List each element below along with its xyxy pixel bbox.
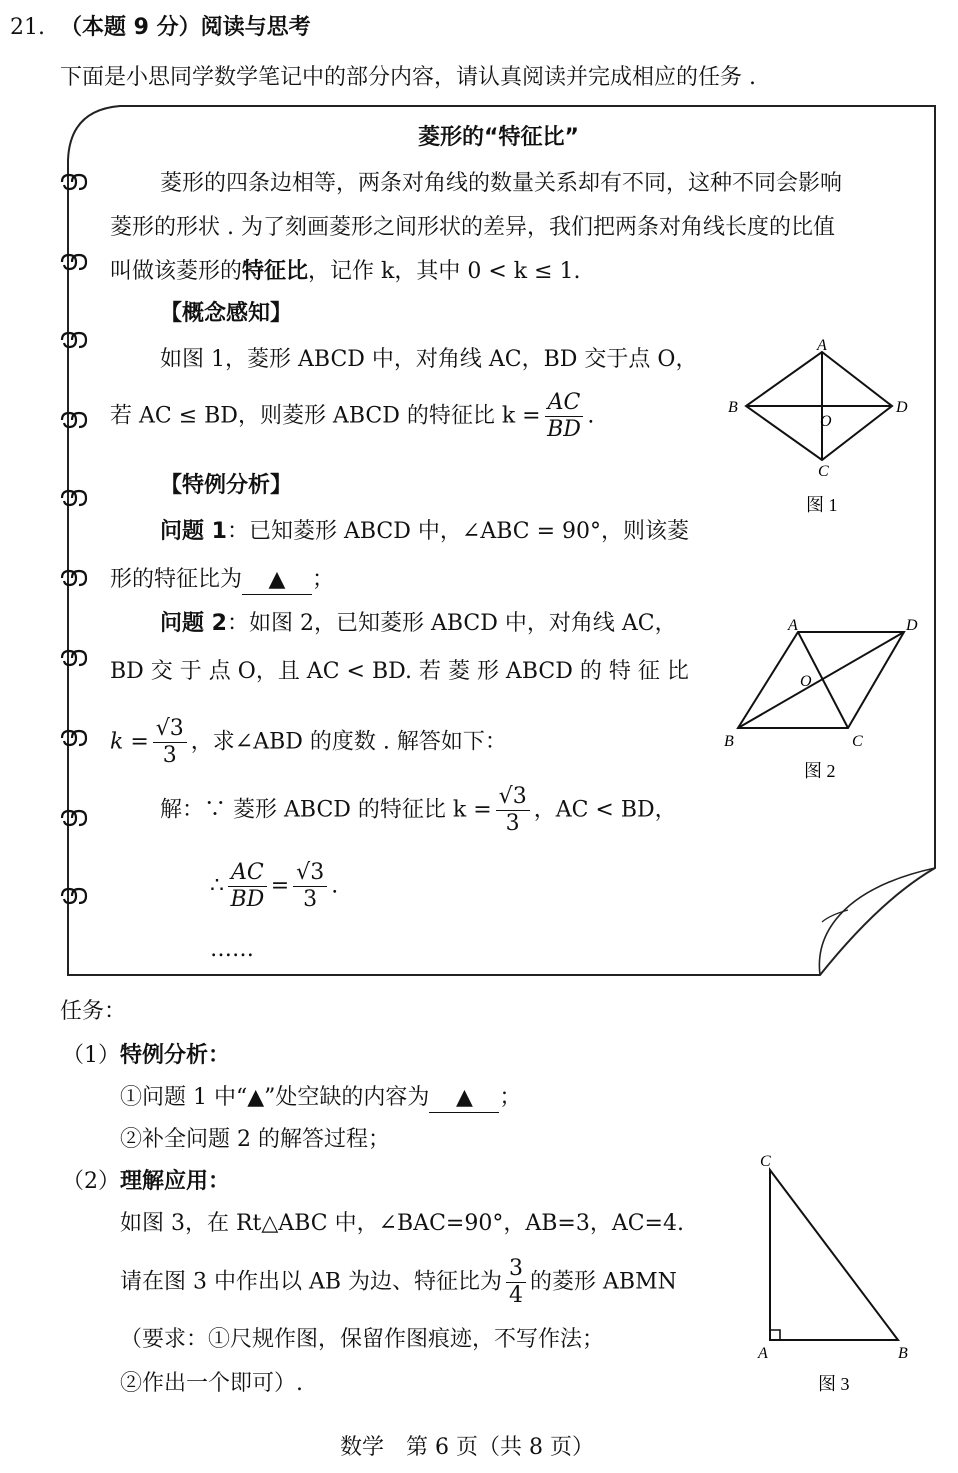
fig1-label-a: A [817,337,827,354]
question-header: （本题 9 分）阅读与思考 [60,15,311,40]
question-number: 21. [10,15,45,40]
fig1-label-c: C [818,463,829,480]
q2-line1: 问题 2：如图 2，已知菱形 ABCD 中，对角线 AC， [160,611,677,636]
q1-blank: ▲ [242,566,312,595]
task1-blank: ▲ [429,1084,499,1113]
figure-2 [720,610,930,785]
fig1-label-d: D [896,399,908,416]
page-footer: 数学 第 6 页（共 8 页） [340,1435,594,1460]
solution-fraction: $\frac{√3}{3}$ [496,784,530,837]
q2-line2: BD 交 于 点 O，且 AC < BD. 若 菱 形 ABCD 的 特 征 比 [110,659,689,684]
note-p1-line1: 菱形的四条边相等，两条对角线的数量关系却有不同，这种不同会影响 [160,171,843,196]
q1-line2: 形的特征比为 ▲ ； [110,566,334,595]
figure-1 [720,330,920,520]
question-intro: 下面是小思同学数学笔记中的部分内容，请认真阅读并完成相应的任务 . [60,65,756,90]
task2-line4: ②作出一个即可）. [120,1371,303,1396]
fig2-label-o: O [800,673,812,690]
task2-heading: （2）理解应用： [62,1169,231,1194]
task1-heading: （1）特例分析： [62,1043,231,1068]
fig1-label-o: O [820,413,832,430]
solution-line2: ∴ $\frac{AC}{BD}$ = $\frac{√3}{3}$ . [210,860,339,912]
fig3-label-b: B [898,1345,908,1362]
tasks-heading: 任务： [60,999,127,1024]
note-title: 菱形的“特征比” [418,125,579,150]
figure-3 [748,1148,928,1398]
fig3-caption: 图 3 [818,1374,850,1394]
task1-item1: ①问题 1 中“▲”处空缺的内容为 ▲ ； [120,1084,521,1113]
section-concept: 【概念感知】 [160,301,293,326]
note-p1-line2: 菱形的形状 . 为了刻画菱形之间形状的差异，我们把两条对角线长度的比值 [110,215,835,240]
ellipsis: …… [210,937,254,962]
fig2-label-c: C [852,733,863,750]
fig3-label-a: A [758,1345,768,1362]
fig3-label-c: C [760,1153,771,1170]
task2-line1: 如图 3，在 Rt△ABC 中，∠BAC=90°，AB=3，AC=4. [120,1211,684,1236]
concept-line2: 若 AC ≤ BD，则菱形 ABCD 的特征比 k = $\frac{AC}{BD}$ . [110,390,595,442]
section-special: 【特例分析】 [160,473,293,498]
concept-fraction: $\frac{AC}{BD}$ [545,390,584,443]
fig1-caption: 图 1 [806,495,838,515]
task2-line3: （要求：①尺规作图，保留作图痕迹，不写作法； [120,1327,605,1352]
concept-line1: 如图 1，菱形 ABCD 中，对角线 AC，BD 交于点 O， [160,347,698,372]
task2-line2: 请在图 3 中作出以 AB 为边、特征比为 $\frac{3}{4}$ 的菱形 ABMN [120,1256,677,1308]
fig2-label-d: D [906,617,918,634]
fig2-label-b: B [724,733,734,750]
solution-line1: 解：∵ 菱形 ABCD 的特征比 k = $\frac{√3}{3}$ ，AC < BD， [160,784,677,836]
task2-fraction: $\frac{3}{4}$ [506,1256,526,1309]
q2-fraction: $\frac{√3}{3}$ [153,716,187,769]
term-feature-ratio: 特征比 [242,259,309,284]
q2-line3: k = $\frac{√3}{3}$ ，求∠ABD 的度数 . 解答如下： [110,716,507,768]
fig2-caption: 图 2 [804,761,836,781]
fig2-label-a: A [788,617,798,634]
binder-rings [62,175,86,903]
q1-line1: 问题 1：已知菱形 ABCD 中，∠ABC = 90°，则该菱 [160,519,690,544]
note-p1-line3: 叫做该菱形的特征比，记作 k，其中 0 < k ≤ 1. [110,259,581,284]
task1-item2: ②补全问题 2 的解答过程； [120,1127,390,1152]
fig1-label-b: B [728,399,738,416]
